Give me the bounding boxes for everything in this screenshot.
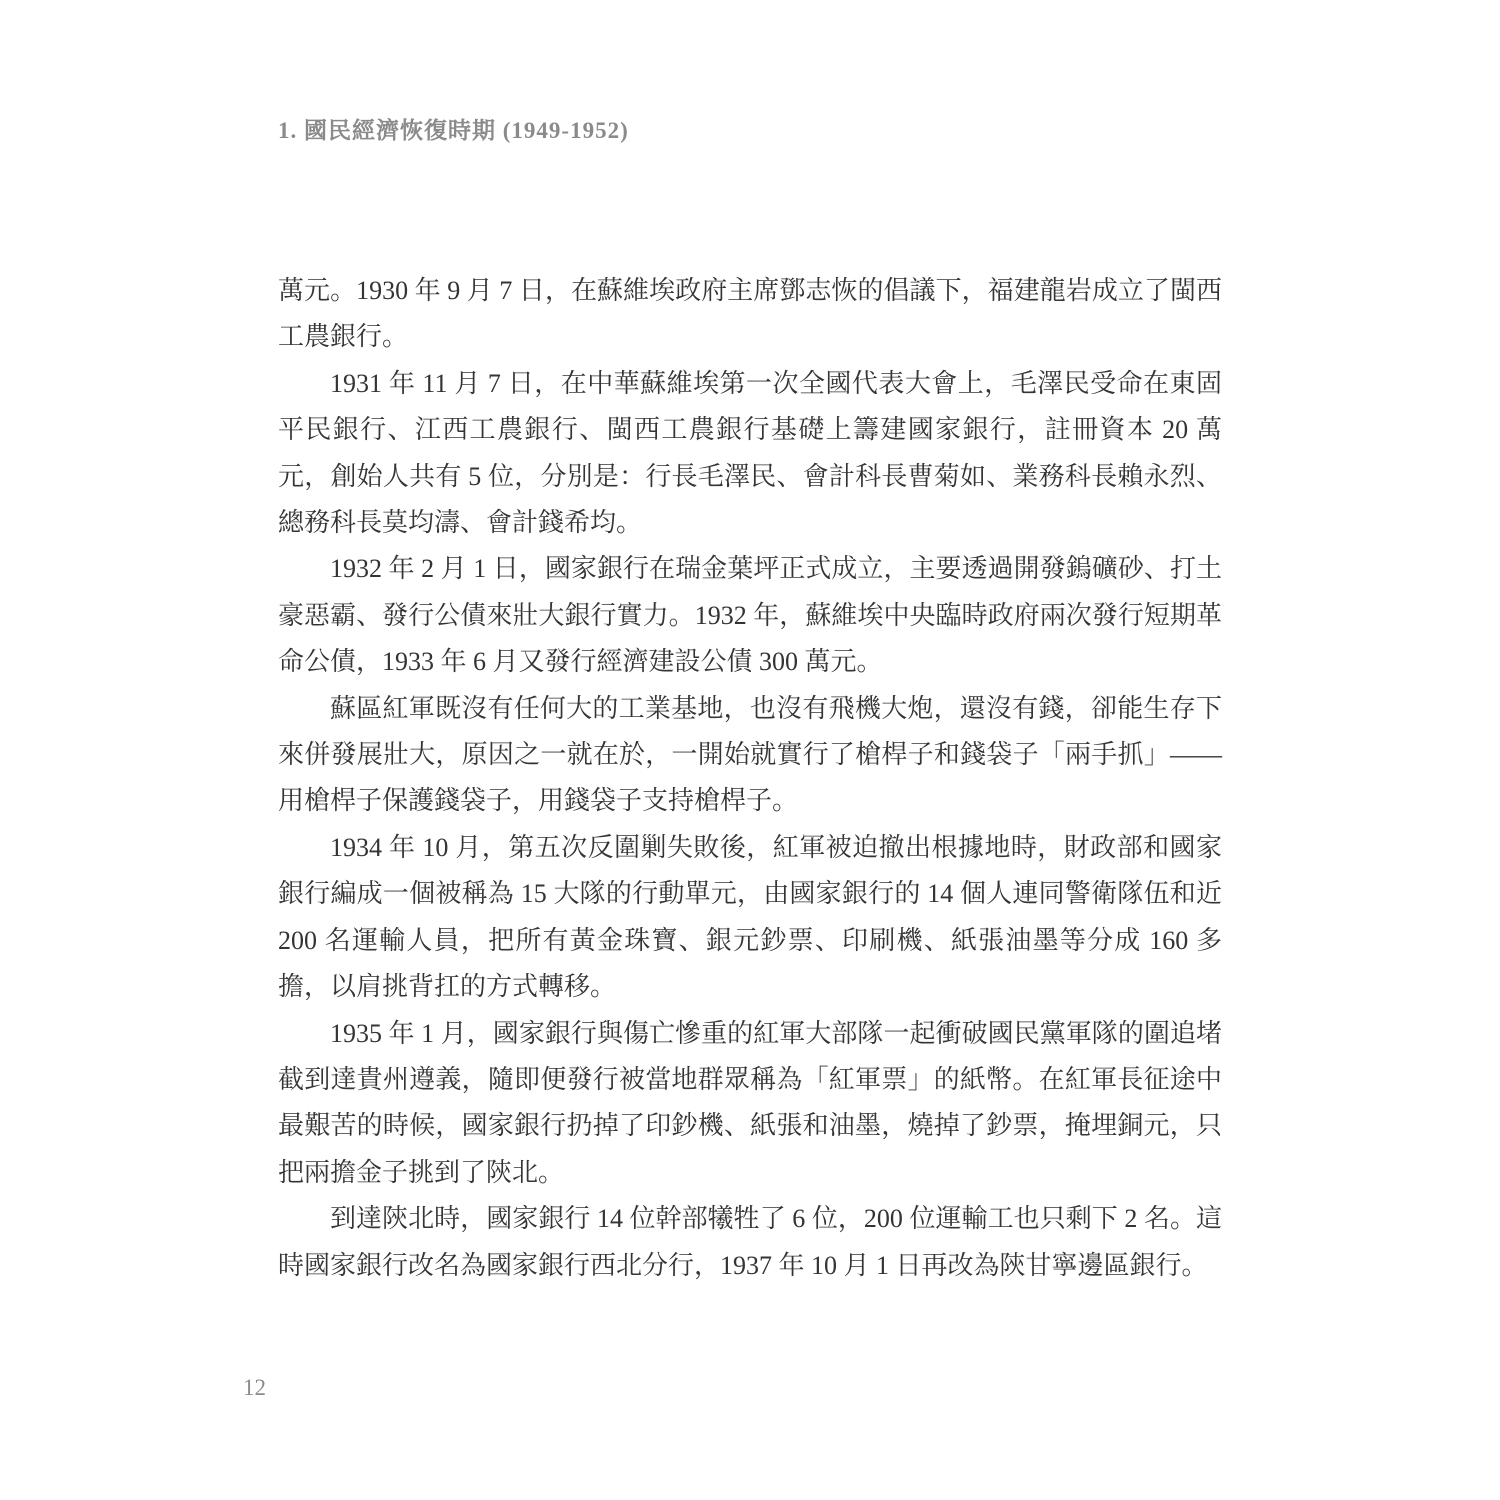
- paragraph: 1931 年 11 月 7 日，在中華蘇維埃第一次全國代表大會上，毛澤民受命在東固平民銀行、江西工農銀行、閩西工農銀行基礎上籌建國家銀行，註冊資本 20 萬元，創始人共有 5 位，分別是：行長毛澤民、會計科長曹菊如、業務科長賴永烈、總務科長莫均濤、會計錢希均。: [278, 368, 1222, 538]
- paragraph: 1932 年 2 月 1 日，國家銀行在瑞金葉坪正式成立，主要透過開發鎢礦砂、打土豪惡霸、發行公債來壯大銀行實力。1932 年，蘇維埃中央臨時政府兩次發行短期革命公債，1933 年 6 月又發行經濟建設公債 300 萬元。: [278, 554, 1222, 677]
- paragraph: 1934 年 10 月，第五次反圍剿失敗後，紅軍被迫撤出根據地時，財政部和國家銀行編成一個被稱為 15 大隊的行動單元，由國家銀行的 14 個人連同警衛隊伍和近 200 名運輸人員，把所有黃金珠寶、銀元鈔票、印刷機、紙張油墨等分成 160 多擔，以肩挑背扛的方式轉移。: [278, 832, 1222, 1002]
- paragraph: 萬元。1930 年 9 月 7 日，在蘇維埃政府主席鄧志恢的倡議下，福建龍岩成立了閩西工農銀行。: [278, 276, 1222, 352]
- chapter-header: 1. 國民經濟恢復時期 (1949-1952): [278, 118, 629, 143]
- paragraph: 1935 年 1 月，國家銀行與傷亡慘重的紅軍大部隊一起衝破國民黨軍隊的圍追堵截到達貴州遵義，隨即便發行被當地群眾稱為「紅軍票」的紙幣。在紅軍長征途中最艱苦的時候，國家銀行扔掉了印鈔機、紙張和油墨，燒掉了鈔票，掩埋銅元，只把兩擔金子挑到了陝北。: [278, 1018, 1222, 1187]
- paragraph: 蘇區紅軍既沒有任何大的工業基地，也沒有飛機大炮，還沒有錢，卻能生存下來併發展壯大，原因之一就在於，一開始就實行了槍桿子和錢袋子「兩手抓」——用槍桿子保護錢袋子，用錢袋子支持槍桿子。: [278, 693, 1222, 816]
- page-number: 12: [243, 1375, 266, 1400]
- paragraph: 到達陝北時，國家銀行 14 位幹部犧牲了 6 位，200 位運輸工也只剩下 2 名。這時國家銀行改名為國家銀行西北分行，1937 年 10 月 1 日再改為陝甘寧邊區銀行。: [278, 1204, 1222, 1280]
- text-block: [278, 268, 1222, 1289]
